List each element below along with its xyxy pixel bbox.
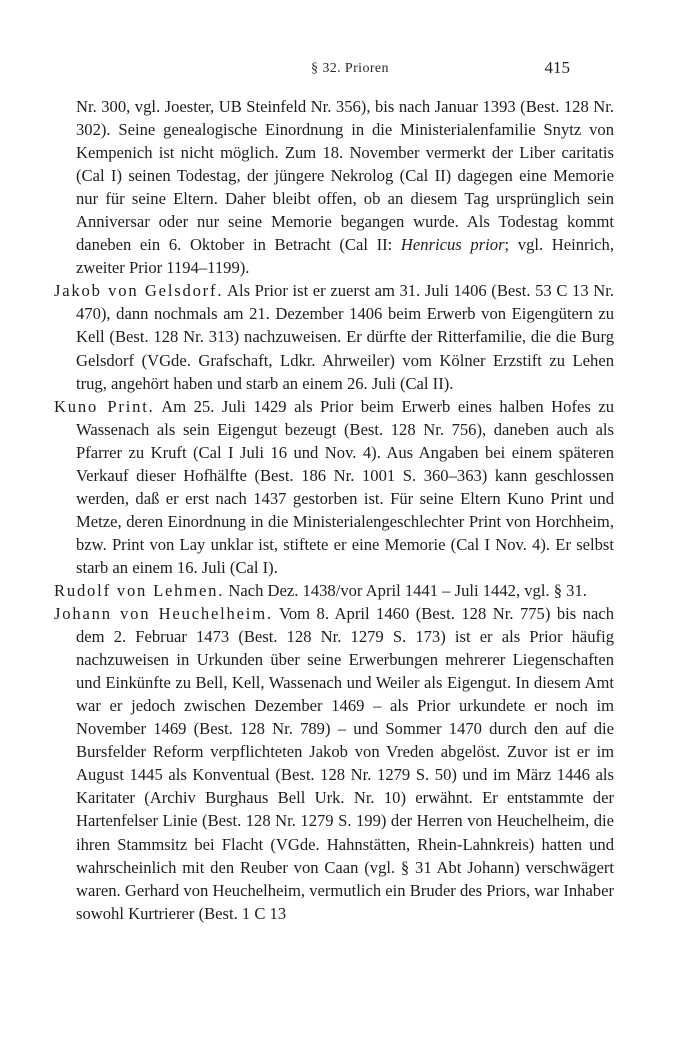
entry-italic-quote: Henricus prior xyxy=(400,235,505,255)
entry-text: Am 25. Juli 1429 als Prior beim Erwerb eines halben Hofes zu Wassenach als sein Eigengut bezeugt (Best. 128 Nr. 756), daneben auch als Pfarrer zu Kruft (Cal I Juli 16 und Nov. 4). Aus Angaben bei einem späteren Verkauf dieser Hofhälfte (Best. 186 Nr. 1001 S. 360–363) kann geschlossen werden, daß er erst nach 1437 gestorben ist. Für seine Eltern Kuno Print und Metze, deren Einordnung in die Ministerialengeschlechter Print von Horchheim, bzw. Print von Lay unklar ist, stiftete er eine Memorie (Cal I Nov. 4). Er selbst starb an einem 16. Juli (Cal I). xyxy=(76,396,614,577)
entry-rudolf-von-lehmen xyxy=(54,579,614,602)
entry-name: Kuno Print. xyxy=(54,396,155,416)
entry-continuation xyxy=(54,95,614,279)
page-number: 415 xyxy=(544,58,570,77)
entry-jakob-von-gelsdorf xyxy=(54,279,614,394)
entry-name: Johann von Heuchelheim. xyxy=(54,604,273,624)
entry-text: Nach Dez. 1438/vor April 1441 – Juli 1442, vgl. § 31. xyxy=(224,580,587,600)
entry-name: Rudolf von Lehmen. xyxy=(54,580,225,600)
entry-johann-von-heuchelheim xyxy=(54,602,614,925)
entry-text: Als Prior ist er zuerst am 31. Juli 1406 (Best. 53 C 13 Nr. 470), dann nochmals am 21. Dezember 1406 beim Erwerb von Eigengütern zu Kell (Best. 128 Nr. 313) nachzuweisen. Er dürfte der Ritterfamilie, die die Burg Gelsdorf (VGde. Grafschaft, Ldkr. Ahrweiler) vom Kölner Erzstift zu Lehen trug, angehört haben und starb an einem 26. Juli (Cal II). xyxy=(76,281,614,393)
main-text xyxy=(54,95,614,925)
entry-kuno-print xyxy=(54,395,614,579)
running-head xyxy=(0,58,700,82)
section-title: § 32. Prioren xyxy=(311,61,389,76)
entry-text-after: ; vgl. Heinrich, zweiter Prior 1194–1199). xyxy=(76,235,614,278)
entry-text: Nr. 300, vgl. Joester, UB Steinfeld Nr. 356), bis nach Januar 1393 (Best. 128 Nr. 302). Seine genealogische Einordnung in die Ministerialenfamilie Snytz von Kempenich ist nicht möglich. Zum 18. November vermerkt der Liber caritatis (Cal I) seinen Todestag, der jüngere Nekrolog (Cal II) dagegen eine Memorie nur für seine Eltern. Daher bleibt offen, ob an diesem Tag ursprünglich sein Anniversar oder nur seine Memorie begangen wurde. Als Todestag kommt daneben ein 6. Oktober in Betracht (Cal II: xyxy=(76,97,614,255)
entry-name: Jakob von Gelsdorf. xyxy=(54,281,224,301)
entry-text: Vom 8. April 1460 (Best. 128 Nr. 775) bis nach dem 2. Februar 1473 (Best. 128 Nr. 1279 S. 173) ist er als Prior häufig nachzuweisen in Urkunden über seine Erwerbungen mehrerer Liegenschaften und Einkünfte zu Bell, Kell, Wassenach und Weiler als Eigengut. In diesem Amt war er jedoch zwischen Dezember 1469 – als Prior urkundete er noch im November 1469 (Best. 128 Nr. 789) – und Sommer 1470 durch den auf die Bursfelder Reform verpflichteten Jakob von Vreden abgelöst. Zuvor ist er im August 1445 als Konventual (Best. 128 Nr. 1279 S. 50) und im März 1446 als Karitater (Archiv Burghaus Bell Urk. Nr. 10) erwähnt. Er entstammte der Hartenfelser Linie (Best. 128 Nr. 1279 S. 199) der Herren von Heuchelheim, die ihren Stammsitz bei Flacht (VGde. Hahnstätten, Rhein-Lahnkreis) hatten und wahrscheinlich mit den Reuber von Caan (vgl. § 31 Abt Johann) verschwägert waren. Gerhard von Heuchelheim, vermutlich ein Bruder des Priors, war Inhaber sowohl Kurtrierer (Best. 1 C 13 xyxy=(76,604,614,923)
